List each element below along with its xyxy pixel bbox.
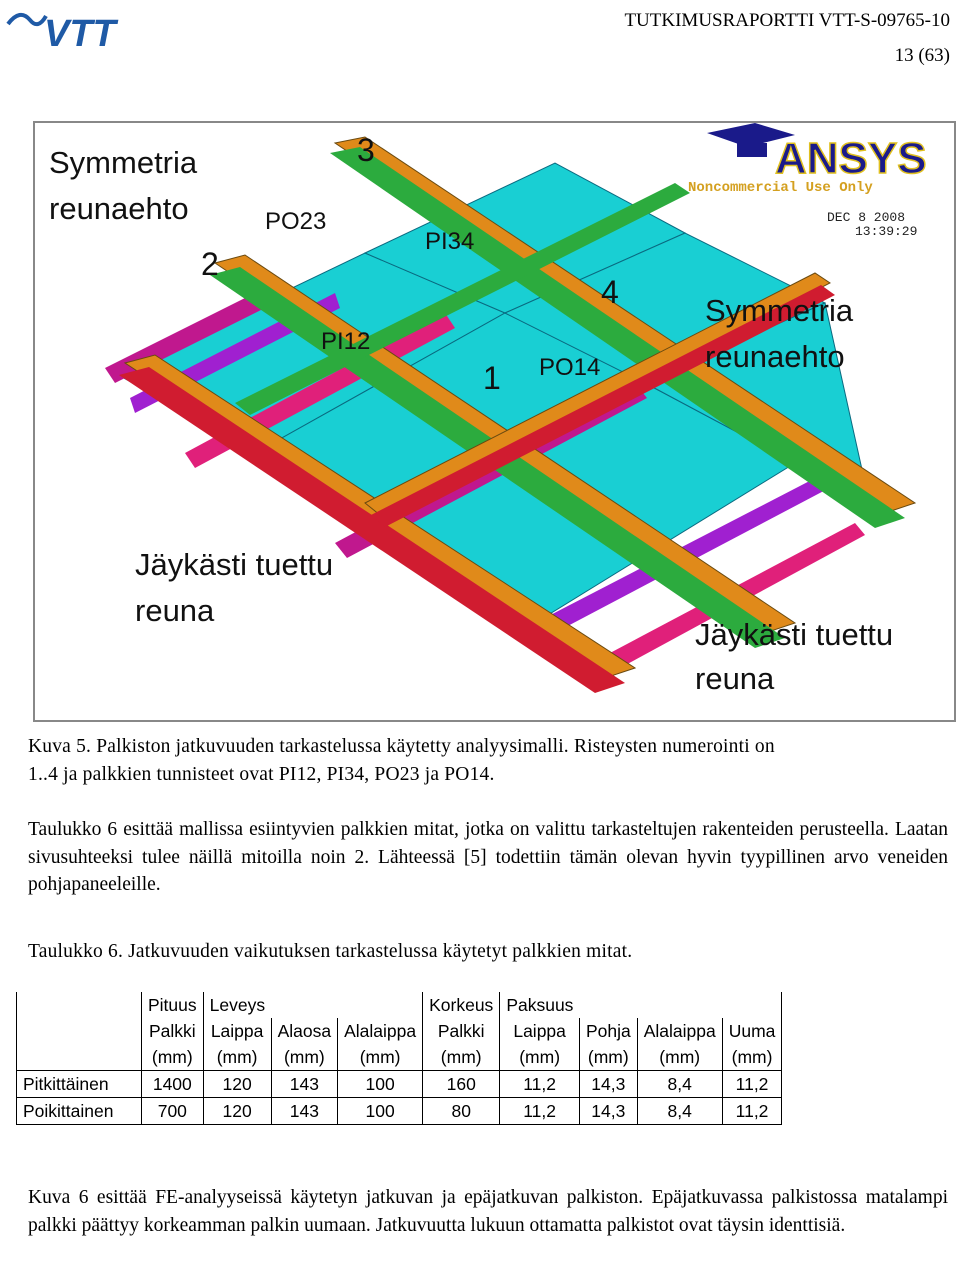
- table-cell: (mm): [142, 1044, 204, 1071]
- ansys-time: 13:39:29: [855, 224, 918, 239]
- table-cell: 143: [271, 1071, 338, 1098]
- label-fixed-left-1: Jäykästi tuettu: [135, 547, 334, 582]
- table-cell: [17, 1044, 142, 1071]
- table-row: [17, 1098, 782, 1125]
- table-cell: 143: [271, 1098, 338, 1125]
- node-2: 2: [201, 246, 219, 282]
- figure-caption-line1: Kuva 5. Palkiston jatkuvuuden tarkastelussa käytetty analyysimalli. Risteysten numerointi on: [28, 736, 775, 757]
- table-cell: 100: [338, 1071, 423, 1098]
- table-cell: 8,4: [637, 1098, 722, 1125]
- table-cell: 120: [203, 1098, 271, 1125]
- dimensions-table: [16, 992, 782, 1125]
- table-cell: 14,3: [579, 1071, 637, 1098]
- table-cell: Pitkittäinen: [17, 1071, 142, 1098]
- table-cell: 11,2: [722, 1098, 782, 1125]
- table-header-row-2: [17, 1018, 782, 1044]
- th-paksuus: Paksuus: [500, 992, 580, 1018]
- table-cell: Poikittainen: [17, 1098, 142, 1125]
- th-pituus: Pituus: [142, 992, 204, 1018]
- table-cell: 1400: [142, 1071, 204, 1098]
- label-symmetry-left-1: Symmetria: [49, 145, 198, 180]
- th-palkki: Palkki: [142, 1018, 204, 1044]
- table-cell: 100: [338, 1098, 423, 1125]
- table-cell: Palkki: [423, 1018, 500, 1044]
- table-header-row-1: [17, 992, 782, 1018]
- table-cell: [338, 992, 423, 1018]
- label-symmetry-right-2: reunaehto: [705, 339, 845, 374]
- table-cell: Pohja: [579, 1018, 637, 1044]
- table-row: [17, 1071, 782, 1098]
- label-symmetry-right-1: Symmetria: [705, 293, 854, 328]
- table-cell: 700: [142, 1098, 204, 1125]
- page-number: 13 (63): [894, 45, 950, 66]
- table-cell: Laippa: [203, 1018, 271, 1044]
- beam-po23: PO23: [265, 208, 327, 235]
- table-cell: [637, 992, 722, 1018]
- table-cell: [579, 992, 637, 1018]
- table-cell: (mm): [637, 1044, 722, 1071]
- table-cell: (mm): [423, 1044, 500, 1071]
- label-fixed-right-1: Jäykästi tuettu: [695, 617, 894, 652]
- table-cell: 11,2: [500, 1098, 580, 1125]
- th-korkeus: Korkeus: [423, 992, 500, 1018]
- label-fixed-left-2: reuna: [135, 593, 215, 628]
- paragraph-1: Taulukko 6 esittää mallissa esiintyvien palkkien mitat, jotka on valittu tarkasteltujen rakenteiden perusteella. Laatan sivusuhteeksi tulee näillä mitoilla noin 2. Lähteessä [5] todettiin tämän olevan hyvin tyypillinen arvo veneiden pohjapaneeleille.: [28, 819, 948, 895]
- ansys-notice: Noncommercial Use Only: [688, 180, 873, 196]
- table-cell: (mm): [722, 1044, 782, 1071]
- table-caption: Taulukko 6. Jatkuvuuden vaikutuksen tarkastelussa käytetyt palkkien mitat.: [28, 941, 633, 962]
- ansys-logo: [688, 123, 927, 239]
- table-cell: Alalaippa: [637, 1018, 722, 1044]
- th-leveys: Leveys: [203, 992, 271, 1018]
- logo-text: VTT: [44, 13, 116, 52]
- figure-caption-line2: 1..4 ja palkkien tunnisteet ovat PI12, PI34, PO23 ja PO14.: [28, 764, 495, 785]
- table-cell: (mm): [338, 1044, 423, 1071]
- node-3: 3: [357, 132, 375, 168]
- beam-pi34: PI34: [425, 228, 475, 255]
- vtt-logo: [6, 2, 156, 52]
- beam-pi12: PI12: [321, 328, 371, 355]
- node-1: 1: [483, 360, 501, 396]
- table-cell: 160: [423, 1071, 500, 1098]
- table-cell: Uuma: [722, 1018, 782, 1044]
- fe-model-figure: [33, 121, 956, 722]
- table-cell: 8,4: [637, 1071, 722, 1098]
- table-cell: (mm): [579, 1044, 637, 1071]
- table-cell: Alalaippa: [338, 1018, 423, 1044]
- beam-po14: PO14: [539, 354, 601, 381]
- table-cell: (mm): [500, 1044, 580, 1071]
- table-cell: Laippa: [500, 1018, 580, 1044]
- table-cell: (mm): [203, 1044, 271, 1071]
- ansys-brand: ANSYS: [775, 134, 927, 183]
- paragraph-2: Kuva 6 esittää FE-analyyseissä käytetyn jatkuvan ja epäjatkuvan palkiston. Epäjatkuvassa palkistossa matalampi palkki päättyy korkeamman palkin uumaan. Jatkuvuutta lukuun ottamatta palkistot ovat täysin identtisiä.: [28, 1187, 948, 1236]
- ansys-date: DEC 8 2008: [827, 210, 906, 225]
- label-symmetry-left-2: reunaehto: [49, 191, 189, 226]
- node-4: 4: [601, 274, 619, 310]
- table-cell: 120: [203, 1071, 271, 1098]
- table-cell: 80: [423, 1098, 500, 1125]
- table-cell: 11,2: [500, 1071, 580, 1098]
- label-fixed-right-2: reuna: [695, 661, 775, 696]
- table-cell: [722, 992, 782, 1018]
- table-cell: [17, 992, 142, 1018]
- table-cell: Alaosa: [271, 1018, 338, 1044]
- table-cell: 11,2: [722, 1071, 782, 1098]
- table-header-row-3: [17, 1044, 782, 1071]
- report-id: TUTKIMUSRAPORTTI VTT-S-09765-10: [624, 10, 950, 31]
- table-cell: (mm): [271, 1044, 338, 1071]
- table-cell: 14,3: [579, 1098, 637, 1125]
- table-cell: [17, 1018, 142, 1044]
- table-cell: [271, 992, 338, 1018]
